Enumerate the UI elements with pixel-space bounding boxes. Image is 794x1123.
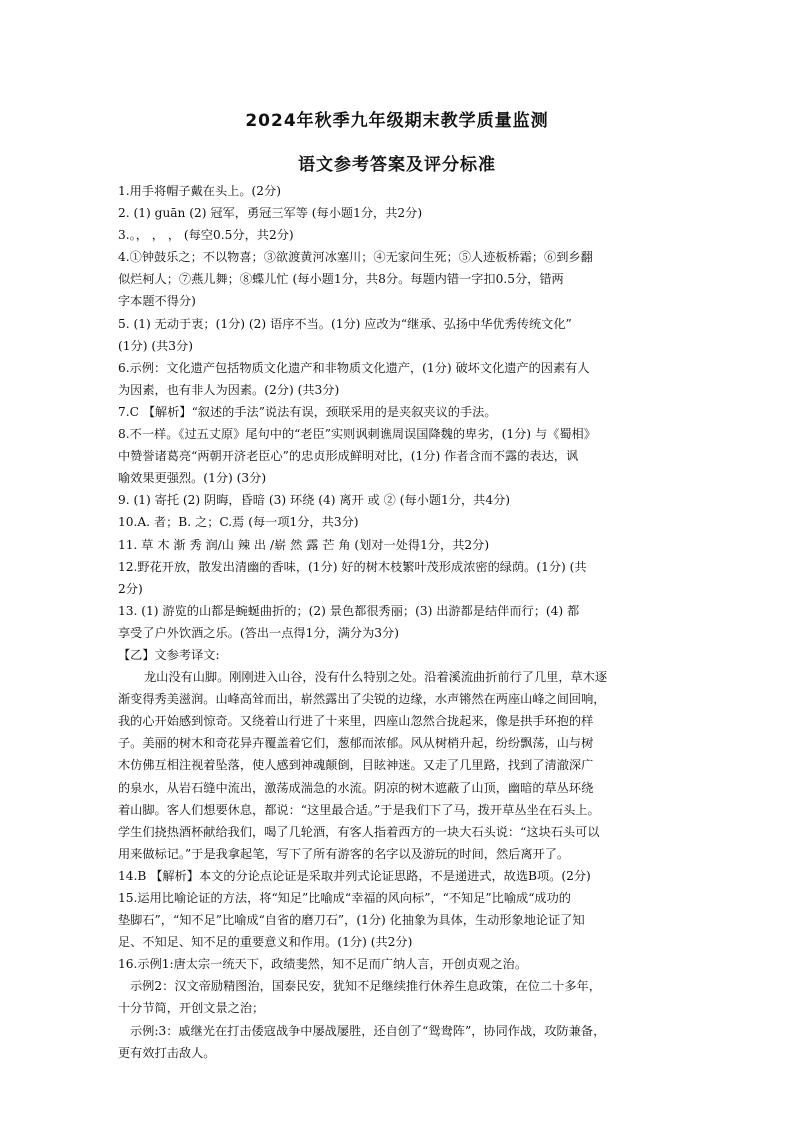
answer-line: 6.示例：文化遗产包括物质文化遗产和非物质文化遗产，(1分) 破坏文化遗产的因素有人: [118, 360, 590, 375]
answer-line: 15.运用比喻论证的方法，将“知足”比喻成“幸福的风向标”，“不知足”比喻成“成功的: [118, 891, 571, 905]
example-line: 十分节简，开创文景之治；: [118, 1001, 265, 1016]
answer-line: 享受了户外饮酒之乐。(答出一点得1分，满分为3分): [118, 625, 399, 640]
answer-line: 3.。， ， ， (每空0.5分，共2分): [118, 228, 294, 243]
answer-line: 13. (1) 游览的山都是蜿蜒曲折的；(2) 景色都很秀丽；(3) 出游都是结伴而行；(4) 都: [118, 603, 580, 618]
answer-line: 为因素，也有非人为因素。(2分) (共3分): [118, 382, 340, 397]
translation-line: 我的心开始感到惊奇。又绕着山行进了十来里，四座山忽然合拢起来，像是拱手环抱的样: [118, 714, 594, 729]
answer-body: [118, 180, 678, 1064]
translation-line: 龙山没有山脚。刚刚进入山谷，没有什么特别之处。沿着溪流曲折前行了几里，草木逐: [144, 670, 608, 685]
answer-line: 14.B 【解析】本文的分论点论证是采取并列式论证思路，不是递进式，故选B项。(2分): [118, 868, 591, 883]
answer-line: 喻效果更强烈。(1分) (3分): [118, 471, 267, 486]
answer-line: 8.不一样。《过五丈原》尾句中的“老臣”实则讽刺谯周误国降魏的卑劣，(1分) 与《蜀相》: [118, 427, 596, 442]
answer-line: 1.用手将帽子戴在头上。(2分): [118, 184, 281, 198]
translation-line: 用来做标记。”于是我拿起笔，写下了所有游客的名字以及游玩的时间，然后离开了。: [118, 846, 570, 861]
answer-line: 字本题不得分): [118, 294, 196, 309]
answer-line: 2. (1) guān (2) 冠军，勇冠三军等 (每小题1分，共2分): [118, 206, 423, 221]
answer-line: 中赞誉诸葛亮“两朝开济老臣心”的忠贞形成鲜明对比，(1分) 作者含而不露的表达，讽: [118, 449, 579, 464]
page-subtitle: 语文参考答案及评分标准: [298, 155, 496, 175]
translation-line: 着山脚。客人们想要休息，都说：“这里最合适。”于是我们下了马，拨开草丛坐在石头上。: [118, 802, 600, 817]
answer-line: 16.示例1:唐太宗一统天下，政绩斐然，知不足而广纳人言，开创贞观之治。: [118, 957, 528, 972]
answer-line: 2分): [118, 581, 143, 596]
translation-line: 渐变得秀美滋润。山峰高耸而出，崭然露出了尖锐的边缘，水声锵然在两座山峰之间回响，: [118, 692, 606, 707]
section-heading: 【乙】文参考译文:: [118, 647, 220, 662]
example-line: 更有效打击敌人。: [118, 1045, 216, 1060]
answer-line: 4.①钟鼓乐之；不以物喜；③欲渡黄河冰塞川；④无家问生死；⑤人迹板桥霜；⑥到乡翻: [118, 250, 593, 265]
page-title: 2024年秋季九年级期末教学质量监测: [245, 111, 549, 131]
answer-line: 10.A. 者；B. 之；C.焉 (每一项1分，共3分): [118, 515, 359, 530]
answer-line: 垫脚石”，“知不足”比喻成“自省的磨刀石”，(1分) 化抽象为具体，生动形象地论证了知: [118, 913, 585, 928]
translation-line: 的泉水，从岩石缝中流出，激荡成湍急的水流。阴凉的树木遮蔽了山顶，幽暗的草丛环绕: [118, 780, 594, 795]
translation-line: 木仿佛互相注视着坠落，使人感到神魂颠倒，目眩神迷。又走了几里路，找到了清澈深广: [118, 758, 594, 773]
answer-line: 9. (1) 寄托 (2) 阴晦，昏暗 (3) 环绕 (4) 离开 或 ② (每小题1分，共4分): [118, 493, 511, 508]
answer-line: 似烂柯人；⑦燕儿舞；⑧蝶儿忙 (每小题1分，共8分。每题内错一字扣0.5分，错两: [118, 272, 564, 287]
answer-line: 12.野花开放，散发出清幽的香味，(1分) 好的树木枝繁叶茂形成浓密的绿荫。(1分) (共: [118, 559, 587, 574]
translation-line: 学生们挠热酒杯献给我们，喝了几轮酒，有客人指着西方的一块大石头说：“这块石头可以: [118, 824, 600, 839]
example-line: 示例2：汉文帝励精图治，国泰民安，犹知不足继续推行休养生息政策，在位二十多年，: [130, 979, 601, 994]
answer-line: 5. (1) 无动于衷；(1分) (2) 语序不当。(1分) 应改为“继承、弘扬中华优秀传统文化”: [118, 316, 572, 331]
example-line: 示例:3：戚继光在打击倭寇战争中屡战屡胜，还自创了“鸳鸯阵”，协同作战，攻防兼备，: [130, 1023, 606, 1038]
answer-line: (1分) (共3分): [118, 338, 193, 353]
answer-line: 7.C 【解析】“叙述的手法”说法有误，颈联采用的是夹叙夹议的手法。: [118, 404, 497, 419]
answer-line: 足、不知足、知不足的重要意义和作用。(1分) (共2分): [118, 935, 413, 950]
answer-line: 11. 草 木 渐 秀 润/山 辣 出 /崭 然 露 芒 角 (划对一处得1分，共2分): [118, 537, 490, 552]
translation-line: 子。美丽的树木和奇花异卉覆盖着它们，葱郁而浓郁。风从树梢升起，纷纷飘荡，山与树: [118, 736, 594, 751]
